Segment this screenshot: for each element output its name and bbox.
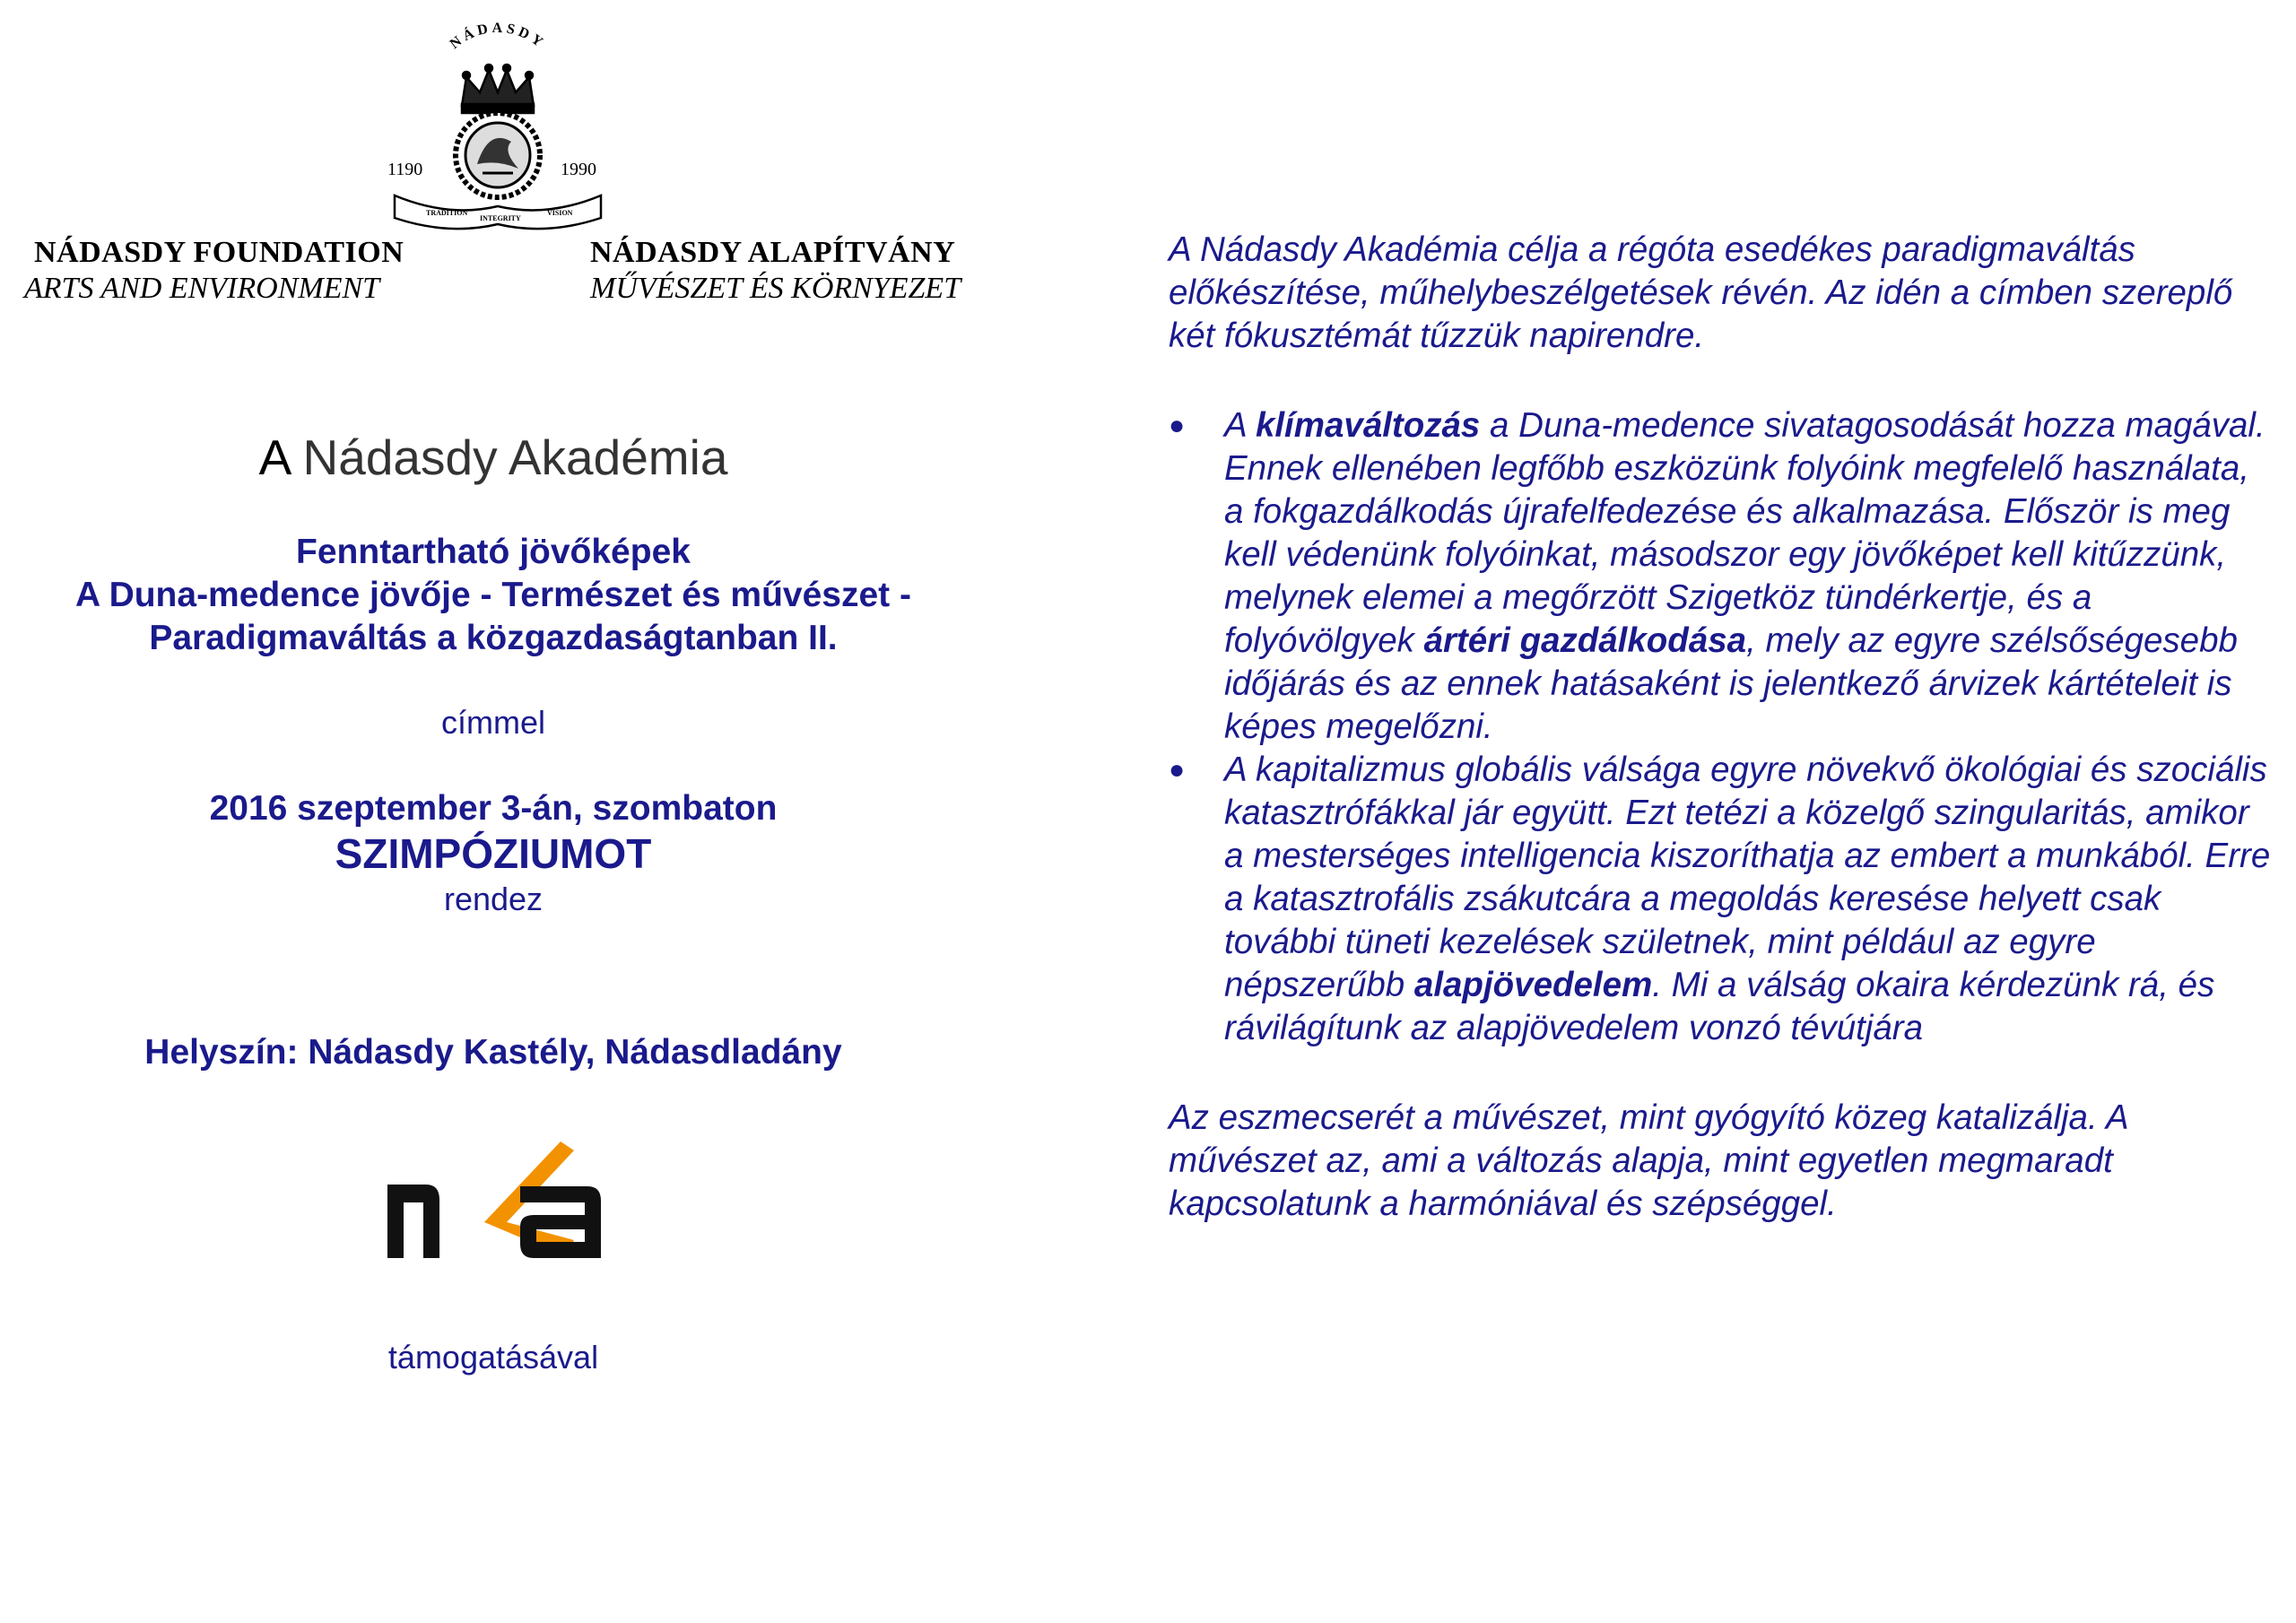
- event-type: SZIMPÓZIUMOT: [335, 830, 652, 877]
- event-date: 2016 szeptember 3-án, szombaton: [209, 789, 778, 828]
- topic2-bold: alapjövedelem: [1413, 966, 1653, 1004]
- nka-logo: [386, 1133, 601, 1258]
- intro-paragraph: A Nádasdy Akadémia célja a régóta esedékes paradigmaváltás előkészítése, műhelybeszélgetések révén. Az idén a címben szereplő két fókusztémát tűzzük napirendre.: [1169, 230, 2233, 355]
- ribbon-right-text: VISION: [547, 209, 573, 217]
- topic1-bold-b: ártéri gazdálkodása: [1423, 621, 1747, 660]
- title-line-2: A Duna-medence jövője - Természet és művészet -: [75, 576, 911, 614]
- topic1-text-c: , mely az egyre szélsőségesebb időjárás és az ennek hatásaként is jelentkező árvizek kártételeit is képes megelőzni.: [1224, 621, 2238, 746]
- year-right: 1990: [561, 160, 596, 179]
- nadasdy-crest-logo: [377, 16, 619, 236]
- topic1-text-a: A: [1224, 406, 1256, 445]
- title-line-1: Fenntartható jövőképek: [296, 533, 691, 571]
- ribbon-banner: [395, 195, 601, 229]
- bullet-icon: ●: [1169, 411, 1186, 440]
- topic2-text-b: . Mi a válság okaira kérdezünk rá, és rávilágítunk az alapjövedelem vonzó tévútjára: [1224, 966, 2215, 1047]
- seal-icon: [456, 113, 540, 197]
- org-name-hu: NÁDASDY ALAPÍTVÁNY: [590, 236, 956, 269]
- rendez-text: rendez: [443, 881, 544, 917]
- topic-item-capitalism: [1169, 749, 2272, 1050]
- academy-heading: [0, 429, 987, 486]
- year-left: 1190: [387, 160, 423, 179]
- topic1-bold-a: klímaváltozás: [1255, 406, 1481, 445]
- org-name-en: NÁDASDY FOUNDATION: [34, 236, 404, 269]
- support-text: támogatásával: [387, 1339, 599, 1376]
- academy-prefix: A: [258, 430, 290, 485]
- cimmel-text: címmel: [441, 704, 545, 741]
- crest-motto-text: NÁDASDY: [447, 20, 549, 53]
- title-line-3: Paradigmaváltás a közgazdaságtanban II.: [149, 619, 838, 657]
- crown-icon: [462, 65, 534, 113]
- venue-text: Helyszín: Nádasdy Kastély, Nádasdladány: [144, 1033, 842, 1072]
- org-sub-en: ARTS AND ENVIRONMENT: [24, 272, 380, 305]
- topic1-text-b: a Duna-medence sivatagosodását hozza magával. Ennek ellenében legfőbb eszközünk folyóink megfelelő használata, a fokgazdálkodás újrafelfedezése és alkalmazása. Először is meg kell védenünk folyóinkat, másodszor egy jövőképet kell kitűzzünk, melynek elemei a megőrzött Szigetköz tündérkertje, és a folyóvölgyek: [1224, 406, 2266, 660]
- ribbon-left-text: TRADITION: [426, 209, 468, 217]
- description-column: [1169, 229, 2272, 1226]
- topic2-text-a: A kapitalizmus globális válsága egyre növekvő ökológiai és szociális katasztrófákkal jár együtt. Ezt tetézi a közelgő szingularitás, amikor a mesterséges intelligencia kiszoríthatja az embert a munkából. Erre a katasztrofális zsákutcára a megoldás keresése helyett csak további tüneti kezelések születnek, mint például az egyre népszerűbb: [1224, 751, 2271, 1004]
- org-sub-hu: MŰVÉSZET ÉS KÖRNYEZET: [590, 272, 961, 305]
- academy-name: Nádasdy Akadémia: [302, 430, 728, 485]
- bullet-icon: ●: [1169, 755, 1186, 785]
- topic-list: [1169, 404, 2272, 1050]
- topic-item-climate: [1169, 404, 2272, 749]
- outro-paragraph: Az eszmecserét a művészet, mint gyógyító közeg katalizálja. A művészet az, ami a változás alapja, mint egyetlen megmaradt kapcsolatunk a harmóniával és szépséggel.: [1169, 1098, 2128, 1223]
- svg-text:NÁDASDY: [448, 21, 549, 52]
- ribbon-mid-text: INTEGRITY: [480, 214, 521, 222]
